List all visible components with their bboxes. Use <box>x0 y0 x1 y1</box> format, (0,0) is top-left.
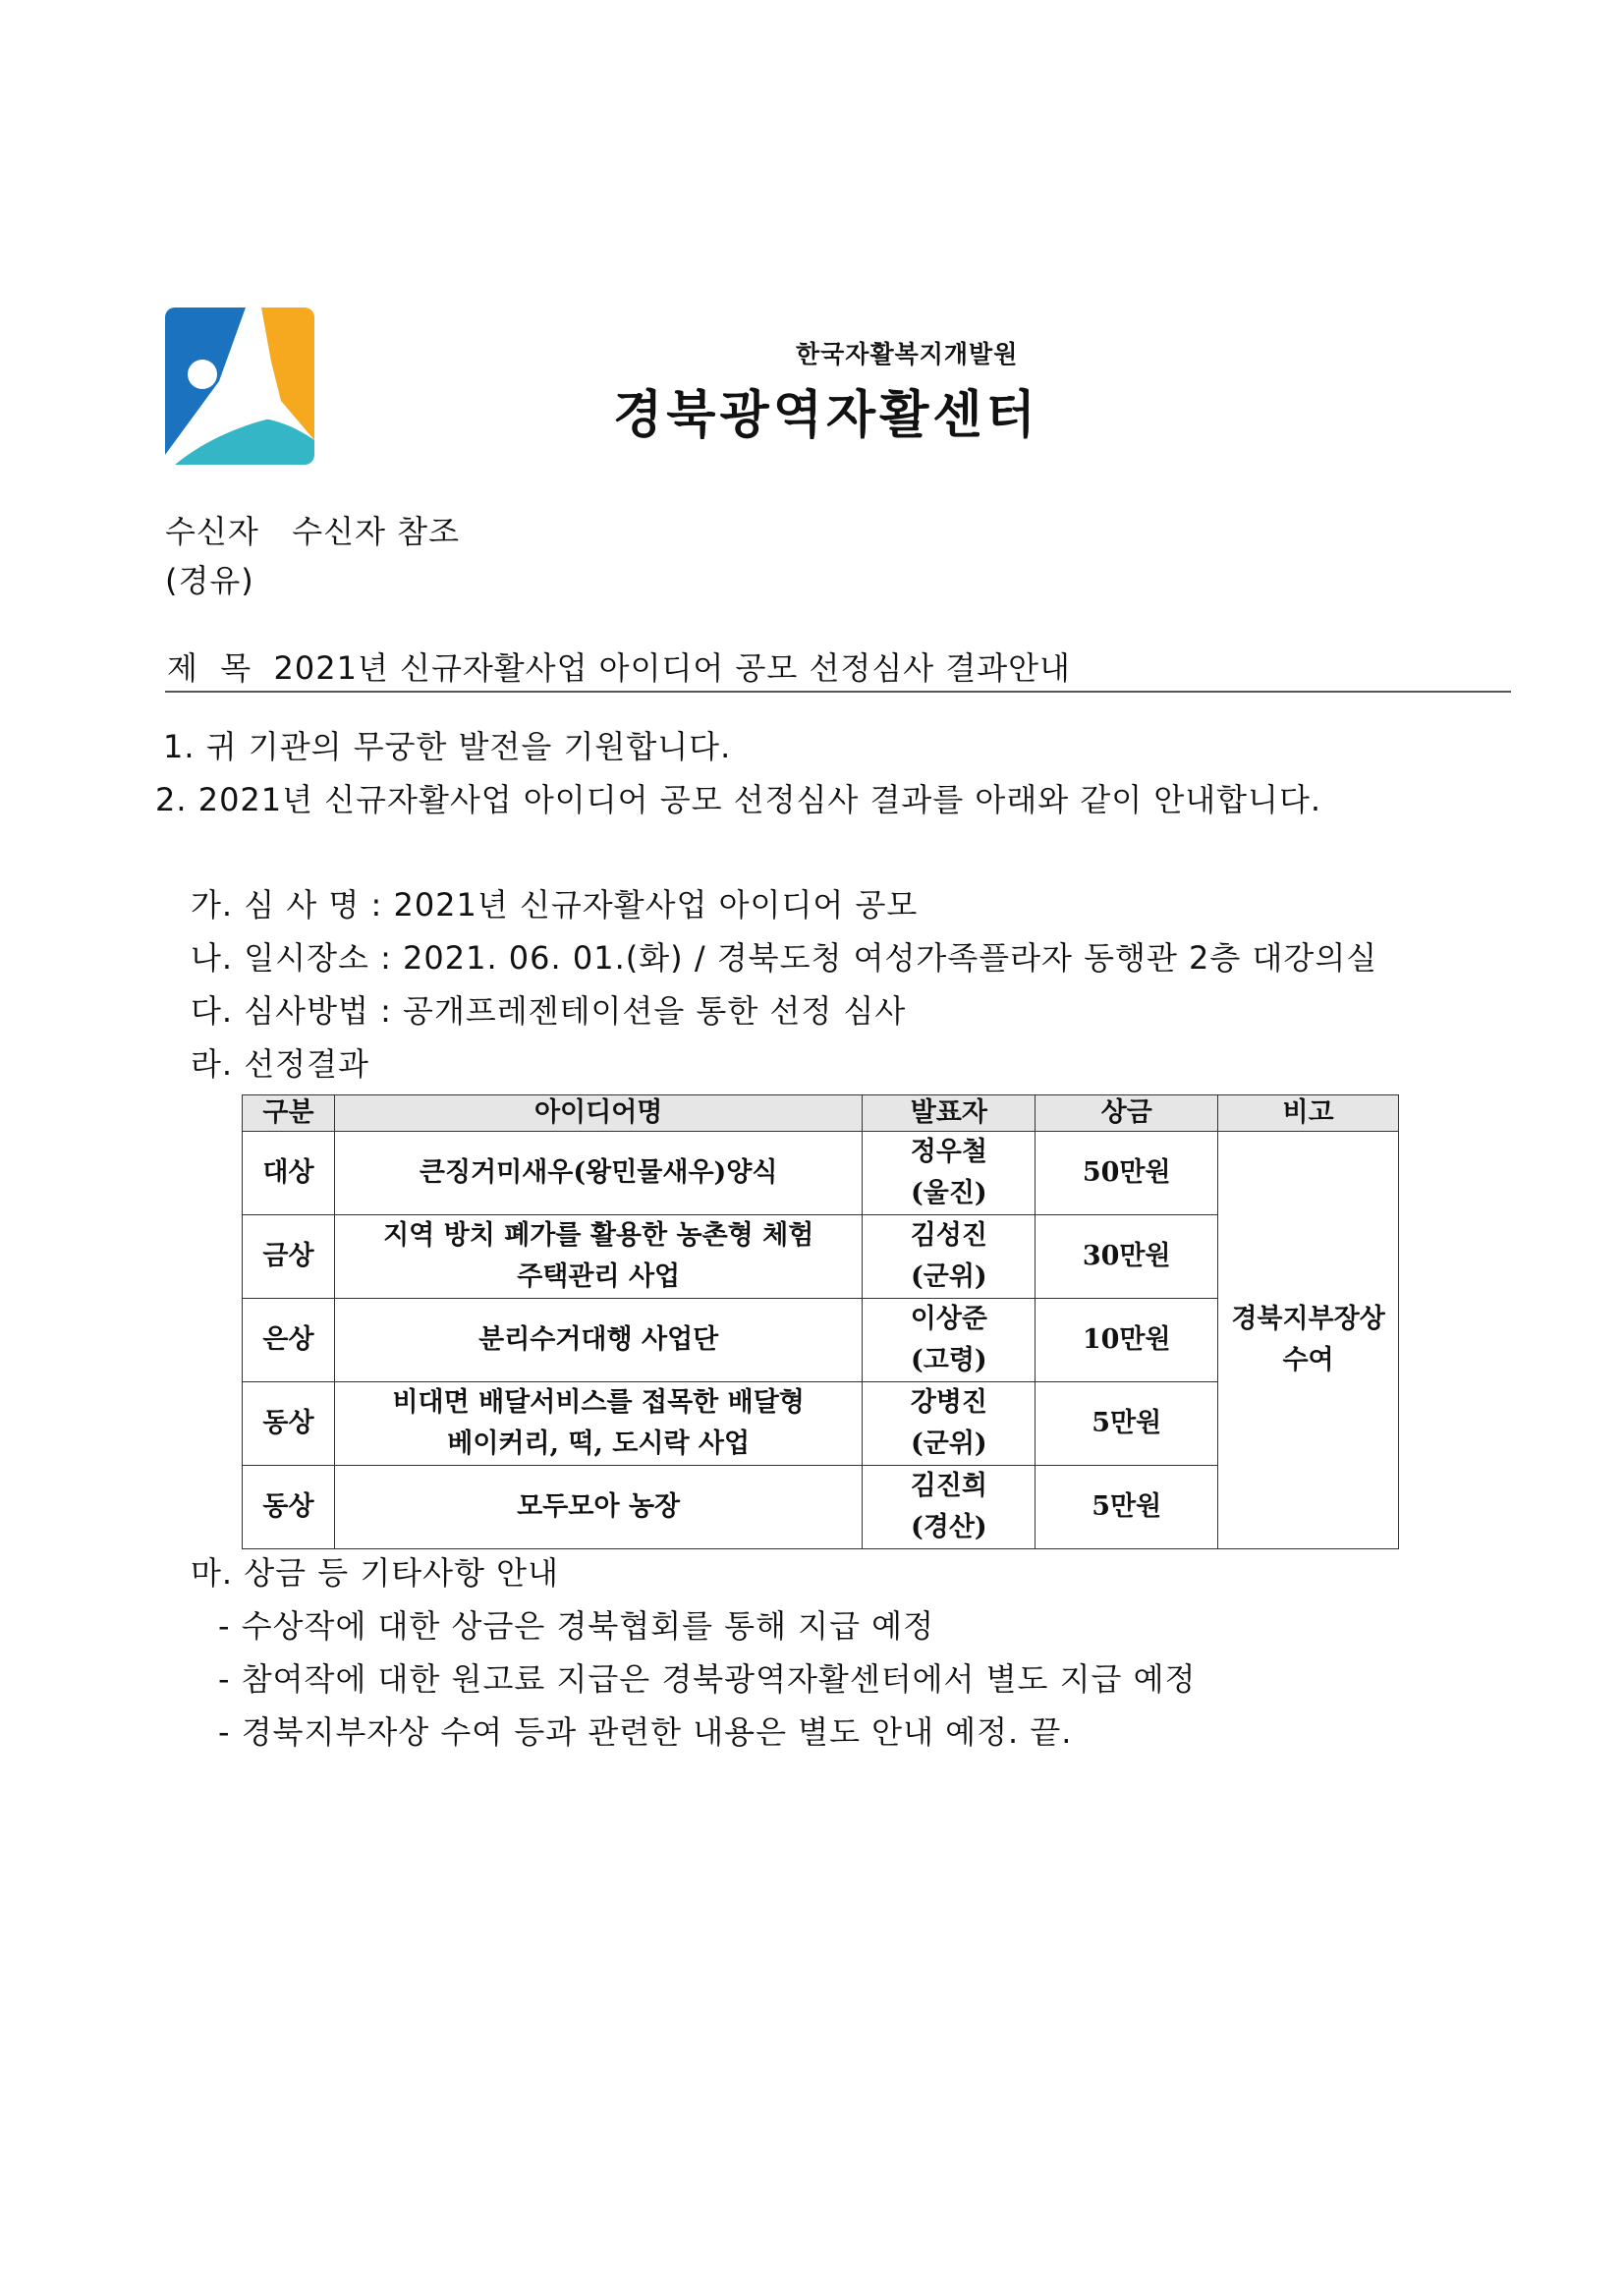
subject-divider <box>165 691 1511 693</box>
header-idea: 아이디어명 <box>334 1095 862 1132</box>
cell-grade: 금상 <box>243 1215 335 1299</box>
cell-note: 경북지부장상 수여 <box>1218 1132 1399 1549</box>
paragraph-2: 2. 2021년 신규자활사업 아이디어 공모 선정심사 결과를 아래와 같이 안내합니다. <box>155 781 1322 818</box>
extra-line-3: - 경북지부자상 수여 등과 관련한 내용은 별도 안내 예정. 끝. <box>218 1713 1073 1751</box>
extra-line-1: - 수상작에 대한 상금은 경북협회를 통해 지급 예정 <box>218 1607 934 1645</box>
cell-grade: 대상 <box>243 1132 335 1215</box>
extra-title: 마. 상금 등 기타사항 안내 <box>191 1554 559 1592</box>
cell-idea: 지역 방치 폐가를 활용한 농촌형 체험 주택관리 사업 <box>334 1215 862 1299</box>
org-title: 경북광역자활센터 <box>613 386 1039 445</box>
header-grade: 구분 <box>243 1095 335 1132</box>
cell-prize: 30만원 <box>1036 1215 1218 1299</box>
item-datetime-place: 나. 일시장소 : 2021. 06. 01.(화) / 경북도청 여성가족플라자 동행관 2층 대강의실 <box>191 939 1378 977</box>
cell-idea: 비대면 배달서비스를 접목한 배달형 베이커리, 떡, 도시락 사업 <box>334 1382 862 1466</box>
header-presenter: 발표자 <box>863 1095 1036 1132</box>
item-review-method: 다. 심사방법 : 공개프레젠테이션을 통한 선정 심사 <box>191 992 907 1030</box>
header-prize: 상금 <box>1036 1095 1218 1132</box>
center-logo-icon <box>165 308 314 465</box>
selection-result-table <box>242 1094 1399 1549</box>
paragraph-1: 1. 귀 기관의 무궁한 발전을 기원합니다. <box>163 728 732 765</box>
table-header-row <box>243 1095 1399 1132</box>
table-row <box>243 1132 1399 1215</box>
item-review-name: 가. 심 사 명 : 2021년 신규자활사업 아이디어 공모 <box>191 886 919 924</box>
subject-line: 제 목 2021년 신규자활사업 아이디어 공모 선정심사 결과안내 <box>167 649 1071 687</box>
recipient-line: 수신자 수신자 참조 <box>165 513 460 550</box>
cell-presenter: 정우철 (울진) <box>863 1132 1036 1215</box>
cell-grade: 동상 <box>243 1382 335 1466</box>
cell-presenter: 김진희 (경산) <box>863 1466 1036 1549</box>
cell-prize: 50만원 <box>1036 1132 1218 1215</box>
cell-presenter: 김성진 (군위) <box>863 1215 1036 1299</box>
cell-presenter: 강병진 (군위) <box>863 1382 1036 1466</box>
extra-line-2: - 참여작에 대한 원고료 지급은 경북광역자활센터에서 별도 지급 예정 <box>218 1660 1197 1698</box>
cell-idea: 큰징거미새우(왕민물새우)양식 <box>334 1132 862 1215</box>
cell-idea: 분리수거대행 사업단 <box>334 1299 862 1382</box>
cell-grade: 은상 <box>243 1299 335 1382</box>
cell-prize: 5만원 <box>1036 1466 1218 1549</box>
cell-prize: 10만원 <box>1036 1299 1218 1382</box>
cell-grade: 동상 <box>243 1466 335 1549</box>
cell-idea: 모두모아 농장 <box>334 1466 862 1549</box>
cell-presenter: 이상준 (고령) <box>863 1299 1036 1382</box>
org-subtitle: 한국자활복지개발원 <box>796 340 1019 368</box>
item-selection-result: 라. 선정결과 <box>191 1045 369 1083</box>
cell-prize: 5만원 <box>1036 1382 1218 1466</box>
via-line: (경유) <box>165 562 254 599</box>
header-note: 비고 <box>1218 1095 1399 1132</box>
